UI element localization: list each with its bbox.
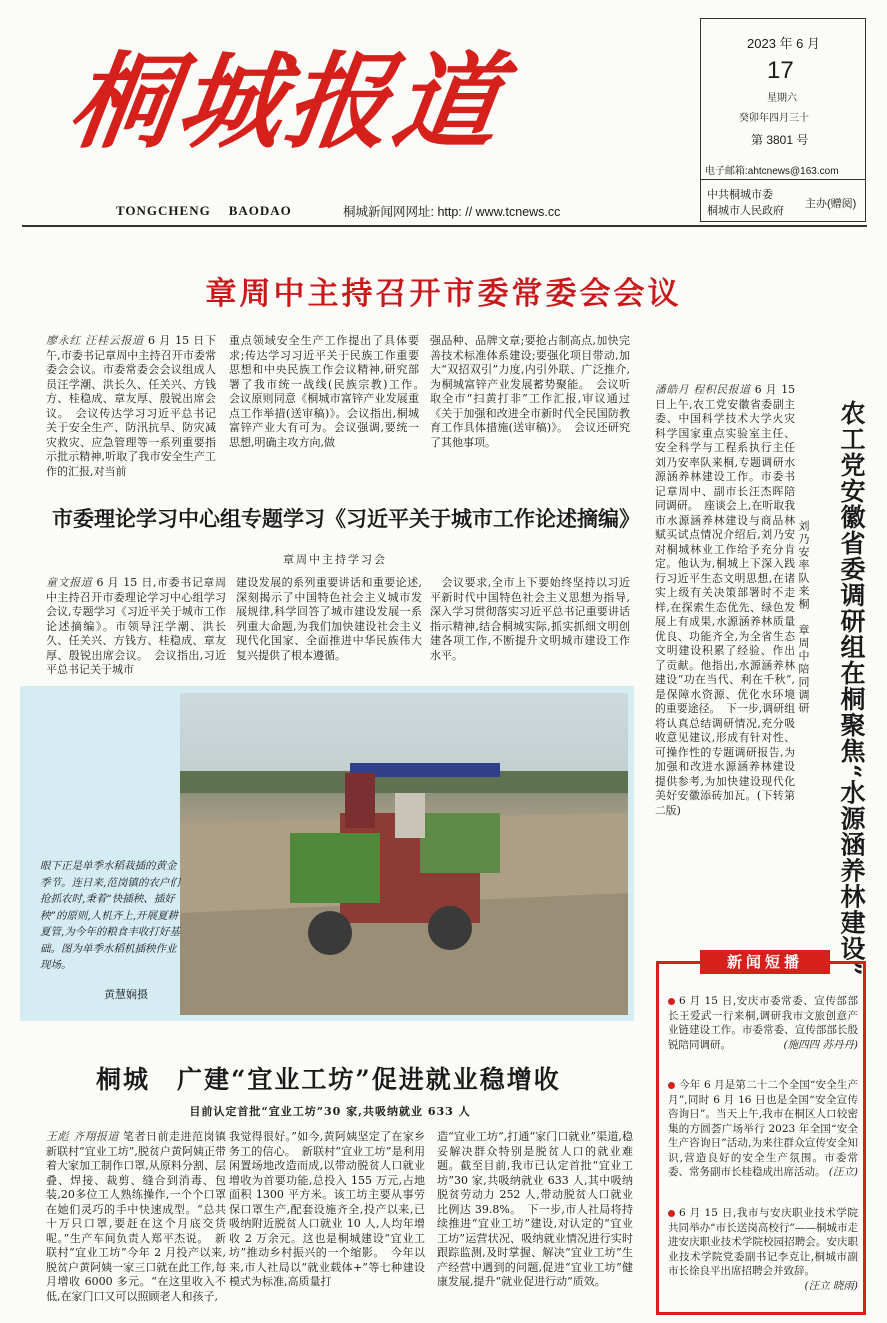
publisher-org [707, 187, 784, 219]
study-headline: 市委理论学习中心组专题学习《习近平关于城市工作论述摘编》 [52, 506, 640, 531]
bullet-icon [668, 998, 675, 1005]
masthead-logo [22, 10, 682, 190]
side-headline: 农工党安徽省委调研组在桐聚焦“水源涵养林建设” [837, 400, 866, 977]
date-day: 17 [767, 57, 794, 84]
photo-credit: 黄慧娴摄 [104, 988, 148, 1001]
issue-number: 第 3801 号 [751, 133, 809, 147]
pinyin-1: TONGCHENG [116, 203, 211, 218]
masthead-title: 桐城报道 [62, 40, 512, 163]
publisher-org-2: 桐城市人民政府 [707, 205, 784, 217]
date-weekday: 星期六 [767, 93, 797, 104]
date-lunar: 癸卯年四月三十 [739, 113, 809, 124]
publisher-host: 主办(赠阅) [805, 198, 857, 210]
news-item-2-text: 今年 6 月是第二十二个全国“安全生产月”,同时 6 月 16 日也是全国“安全宣传咨询日”。当天上午,我市在桐区人口较密集的方圆荟广场举行 2023 年全国“安全生产咨询日”活动,为来往群众宣传安全知识,营造良好的安全生产氛围。市委常委、常务副市长桂稳成出席活动。 [668, 1079, 858, 1178]
study-col-1-text: 6 月 15 日,市委书记章周中主持召开市委理论学习中心组学习会议,专题学习《习近平关于城市工作论述摘编》。市领导汪学潮、洪长久、任关兴、方钱方、桂稳成、章友厚、殷锐出席会议。 会议指出,习近平总书记关于城市 [46, 576, 227, 676]
lead-col-1-text: 6 月 15 日下午,市委书记章周中主持召开市委常委会会议。市委常委会会议组成人员汪学潮、洪长久、任关兴、方钱方、桂稳成、章友厚、殷锐出席会议。 会议传达学习习近平总书记关于安全生产、防汛抗旱、防灾减灾救灾、应急管理等一系列重要指示批示精神,听取了我市安全生产工作的汇报,对当前 [46, 334, 217, 478]
lead-byline: 廖永红 汪桂云报道 [46, 334, 144, 347]
pinyin-2: BAODAO [228, 203, 292, 218]
side-subhead: 刘乃安率队来桐 章周中陪同调研 [797, 520, 810, 715]
study-subhead: 章周中主持学习会 [283, 553, 387, 566]
news-item-1-text: 6 月 15 日,安庆市委常委、宣传部部长王爱武一行来桐,调研我市文旅创意产业链建设工作。市委常委、宣传部部长殷锐陪同调研。 [668, 995, 858, 1051]
study-col-1 [46, 576, 226, 678]
lead-headline: 章周中主持召开市委常委会会议 [205, 276, 682, 312]
email[interactable]: 电子邮箱:ahtcnews@163.com [705, 166, 839, 177]
lead-col-1 [46, 334, 216, 479]
publisher-org-1: 中共桐城市委 [707, 189, 773, 201]
bullet-icon [668, 1082, 675, 1089]
employment-col-2: 我觉得很好。”如今,黄阿姨坚定了在家乡务工的信心。 新联村“宜业工坊”是利用闲置场地改造而成,以带动脱贫人口就业增收为首要功能,总投入 155 万元,占地面积 1300 平方米。该工坊主要从事劳保口罩生产,配套设施齐全,投产以来,已吸纳附近脱贫人口就业 10 人,人均年增收 2 万余元。这也是桐城建设“宜业工坊”推动乡村振兴的一个缩影。 今年以来,市人社局以“就业载体+”等七种建设模式为标准,高质量打 [229, 1130, 425, 1288]
date-year-month: 2023 年 6 月 [747, 36, 820, 51]
news-item-3-sig: (汪立 晓雨) [804, 1279, 858, 1292]
photo-rice-transplanter [180, 693, 628, 1015]
employment-byline: 王彪 齐翔报道 [46, 1130, 119, 1143]
news-item-3 [668, 1206, 858, 1293]
website-line[interactable]: 桐城新闻网网址: http: // www.tcnews.cc [343, 205, 561, 219]
bullet-icon [668, 1210, 675, 1217]
employment-col-3: 造“宜业工坊”,打通“家门口就业”渠道,稳妥解决群众特别是脱贫人口的就业难题。截至目前,我市已认定首批“宜业工坊”30 家,共吸纳就业 633 人,其中吸纳脱贫劳动力 252 人,带动脱贫人口就业比例达 39.8%。 下一步,市人社局将持续推进“宜业工坊”建设,对认定的“宜业工坊”运营状况、吸纳就业情况进行实时跟踪监测,及时掌握、解决“宜业工坊”生产经营中遇到的问题,促进“宜业工坊”健康发展,提升“就业促进行动”质效。 [437, 1130, 633, 1288]
news-brief-title: 新闻短播 [700, 950, 830, 974]
study-byline: 童文报道 [46, 576, 93, 589]
side-body [655, 383, 795, 818]
news-item-1 [668, 994, 858, 1052]
study-col-2: 建设发展的系列重要讲话和重要论述,深刻揭示了中国特色社会主义城市发展规律,科学回答了城市建设发展一系列重大命题,为我们加快建设社会主义现代化国家、全面推进中华民族伟大复兴提供了根本遵循。 [236, 576, 422, 662]
news-item-2 [668, 1078, 858, 1180]
side-body-text: 6 月 15 日上午,农工党安徽省委副主委、中国科学技术大学火灾科学国家重点实验室主任、安全科学与工程系执行主任刘乃安率队来桐,专题调研水源涵养林建设工作。市委书记章周中、副市长汪杰晖陪同调研。 座谈会上,在听取我市水源涵养林建设与商品林赋买试点情况介绍后,刘乃安对桐城林业工作给予充分肯定。他认为,桐城上下深入践行习近平生态文明思想,在诸实上级有关决策部署时不走样,在探索生态优先、绿色发展上有成果,水源涵养林质量优良、功能齐全,为全省生态文明建设积累了经验、作出了贡献。他指出,水源涵养林建设“功在当代、利在千秋”,是保障水资源、优化水环境的重要途径。 下一步,调研组将认真总结调研情况,充分吸收意见建议,形成有针对性、可操作性的专题调研报告,为加强和改进水源涵养林建设提供参考,为加快建设现代化美好安徽添砖加瓦。(下转第二版) [655, 383, 795, 817]
employment-subhead: 目前认定首批“宜业工坊”30 家,共吸纳就业 633 人 [189, 1105, 471, 1118]
employment-headline: 桐城 广建“宜业工坊”促进就业稳增收 [96, 1065, 561, 1094]
study-col-3: 会议要求,全市上下要始终坚持以习近平新时代中国特色社会主义思想为指导,深入学习贯彻落实习近平总书记重要讲话指示精神,结合桐城实际,抓实抓细文明创建各项工作,不断提升文明城市建设工作水平。 [430, 576, 630, 662]
employment-col-1 [46, 1130, 226, 1304]
news-item-1-sig: (施四四 苏丹丹) [783, 1038, 858, 1051]
side-byline: 潘皓月 程积民报道 [655, 383, 751, 396]
lead-col-3: 强品种、品牌文章;要抢占制高点,加快完善技术标准体系建设;要强化项目带动,加大“双招双引”力度,内引外联、广泛推介,为桐城富锌产业发展蓄势聚能。 会议听取全市“扫黄打非”工作汇报,审议通过《关于加强和改进全市新时代全民国防教育工作具体措施(送审稿)》。 会议还研究了其他事项。 [430, 334, 630, 449]
masthead-pinyin [116, 203, 310, 219]
photo-illustration [180, 693, 628, 1015]
date-box [700, 18, 866, 222]
date-divider [701, 179, 865, 180]
news-item-3-text: 6 月 15 日,我市与安庆职业技术学院共同举办“市长送岗高校行”——桐城市走进安庆职业技术学院校园招聘会。安庆职业技术学院党委副书记李克让,桐城市副市长徐良平出席招聘会并致辞。 [668, 1207, 858, 1277]
employment-col-1-text: 笔者日前走进范岗镇新联村“宜业工坊”,脱贫户黄阿姨正带着大家加工制作口罩,从原料分割、层叠、焊接、裁剪、缝合到消毒、包装,20多位工人熟练操作,一个个口罩在她们灵巧的手中快速成型。“总共十万只口罩,要赶在这个月底交货呢。”生产车间负责人郑平杰说。 新联村“宜业工坊”今年 2 月投产以来,脱贫户黄阿姨一家三口就在此工作,每月增收 6000 多元。“在这里收入不低,在家门口又可以照顾老人和孩子, [46, 1130, 226, 1303]
lead-col-2: 重点领域安全生产工作提出了具体要求;传达学习习近平关于民族工作重要思想和中央民族工作会议精神,研究部署了我市统一战线(民族宗教)工作。 会议原则同意《桐城市富锌产业发展重点工作举措(送审稿)》。会议指出,桐城富锌产业大有可为。会议强调,要统一思想,明确主攻方向,做 [229, 334, 430, 449]
photo-caption: 眼下正是单季水稻栽插的黄金季节。连日来,范岗镇的农户们抢抓农时,秉着“快插秧、插好秧”的原则,人机齐上,开展夏耕夏管,为今年的粮食丰收打好基础。图为单季水稻机插秧作业现场。 [40, 860, 180, 971]
news-item-2-sig: (汪立) [828, 1166, 858, 1178]
masthead-rule [22, 225, 867, 227]
